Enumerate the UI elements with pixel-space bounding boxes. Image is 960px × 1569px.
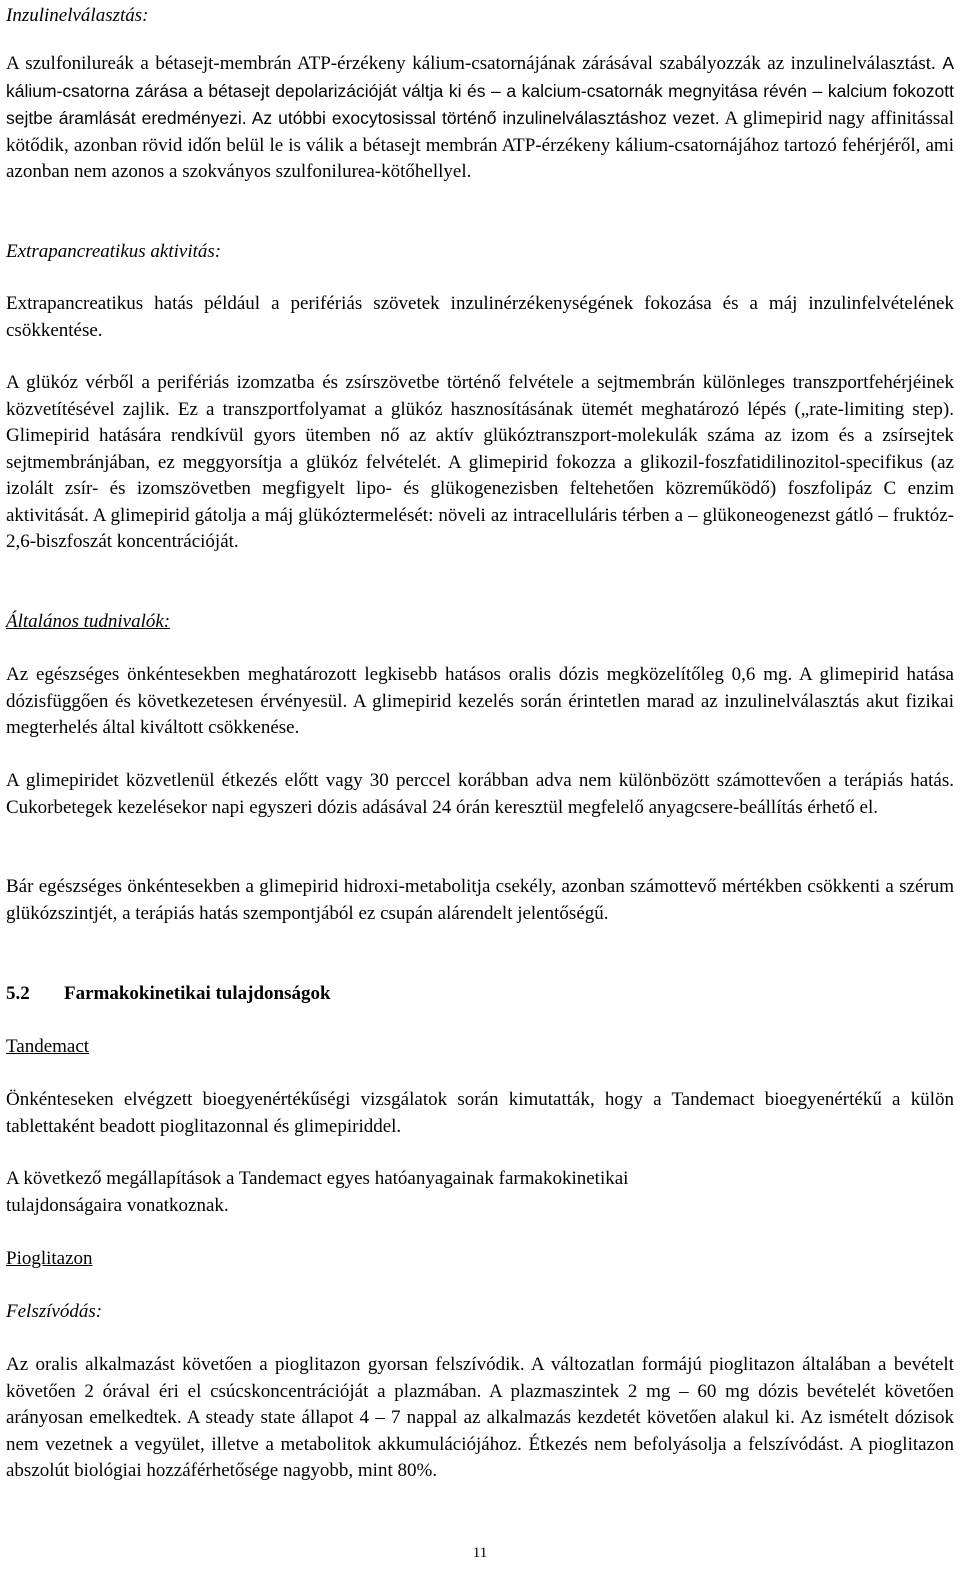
paragraph-text-part: A szulfonilureák a bétasejt-membrán ATP-érzékeny kálium-csatornájának zárásával szabályozzák az inzulinelválasztást. [6, 53, 936, 74]
paragraph-line: tulajdonságaira vonatkoznak. [6, 1194, 229, 1216]
paragraph-text-part: A glimepirid nagy affinitással kötődik, azonban rövid időn belül le is válik a bétasejt membrán ATP-érzékeny kálium-csatornájához tartozó fehérjéről, ami azonban nem azonos a szokványos szulfonilurea-kötőhellyel. [6, 108, 954, 182]
section-number: 5.2 [6, 983, 30, 1004]
paragraph-inzulinelvalasztas [6, 50, 954, 186]
paragraph-altalanos-2: A glimepiridet közvetlenül étkezés előtt vagy 30 perccel korábban adva nem különbözött számottevően a terápiás hatás. Cukorbetegek kezelésekor napi egyszeri dózis adásával 24 órán keresztül megfelelő anyagcsere-beállítás érhető el. [6, 770, 954, 818]
paragraph-felszivodas: Az oralis alkalmazást követően a pioglitazon gyorsan felszívódik. A változatlan formájú pioglitazon általában a bevételt követően 2 órával éri el csúcskoncentrációját a plazmában. A plazmaszintek 2 mg – 60 mg dózis bevételét követően arányosan emelkedtek. A steady state állapot 4 – 7 nappal az alkalmazás kezdetét követően alakul ki. Az ismételt dózisok nem vezetnek a vegyület, illetve a metabolitok akkumulációjához. Étkezés nem befolyásolja a felszívódást. A pioglitazon abszolút biológiai hozzáférhetősége nagyobb, mint 80%. [6, 1354, 954, 1481]
page-number: 11 [472, 1545, 488, 1561]
heading-pioglitazon: Pioglitazon [6, 1248, 93, 1269]
paragraph-extrapancreatikus-1: Extrapancreatikus hatás például a perifériás szövetek inzulinérzékenységének fokozása és a máj inzulinfelvételének csökkentése. [6, 293, 954, 341]
paragraph-line: A következő megállapítások a Tandemact egyes hatóanyagainak farmakokinetikai [6, 1168, 629, 1189]
paragraph-tandemact-2 [6, 1166, 954, 1219]
paragraph-tandemact-1: Önkénteseken elvégzett bioegyenértékűségi vizsgálatok során kimutatták, hogy a Tandemact bioegyenértékű a külön tablettaként beadott pioglitazonnal és glimepiriddel. [6, 1089, 954, 1137]
heading-inzulinelvalasztas: Inzulinelválasztás: [6, 5, 149, 26]
section-heading-5-2 [6, 981, 331, 1008]
heading-felszivodas: Felszívódás: [6, 1301, 103, 1322]
paragraph-text-part: A kálium-csatorna zárása a bétasejt depolarizációját váltja ki és – a kalcium-csatornák megnyitása révén – kalcium fokozott sejtbe áramlását eredményezi. Az utóbbi exocytosissal történő inzulinelválasztáshoz vezet. [6, 53, 955, 128]
heading-extrapancreatikus: Extrapancreatikus aktivitás: [6, 241, 222, 262]
heading-altalanos-tudnivalok: Általános tudnivalók: [6, 611, 171, 632]
paragraph-extrapancreatikus-2: A glükóz vérből a perifériás izomzatba és zsírszövetbe történő felvétele a sejtmembrán különleges transzportfehérjéinek közvetítésével zajlik. Ez a transzportfolyamat a glükóz hasznosításának ütemét meghatározó lépés („rate-limiting step). Glimepirid hatására rendkívül gyors ütemben nő az aktív glükóztranszport-molekulák száma az izom és a zsírsejtek sejtmembránjában, ez meggyorsítja a glükóz felvételét. A glimepirid fokozza a glikozil-foszfatidilinozitol-specifikus (az izolált zsír- és izomszövetben megfigyelt lipo- és glükogenezisben feltehetően közreműködő) foszfolipáz C enzim aktivitását. A glimepirid gátolja a máj glükóztermelését: növeli az intracelluláris térben a – glükoneogenezst gátló – fruktóz-2,6-biszfoszát koncentrációját. [6, 372, 954, 552]
paragraph-altalanos-1: Az egészséges önkéntesekben meghatározott legkisebb hatásos oralis dózis megközelítőleg 0,6 mg. A glimepirid hatása dózisfüggően és következetesen érvényesül. A glimepirid kezelés során érintetlen marad az inzulinelválasztás akut fizikai megterhelés által kiváltott csökkenése. [6, 664, 954, 738]
section-title: Farmakokinetikai tulajdonságok [64, 983, 331, 1004]
paragraph-altalanos-3: Bár egészséges önkéntesekben a glimepirid hidroxi-metabolitja csekély, azonban számottevő mértékben csökkenti a szérum glükózszintjét, a terápiás hatás szempontjából ez csupán alárendelt jelentőségű. [6, 876, 954, 924]
heading-tandemact: Tandemact [6, 1036, 90, 1057]
